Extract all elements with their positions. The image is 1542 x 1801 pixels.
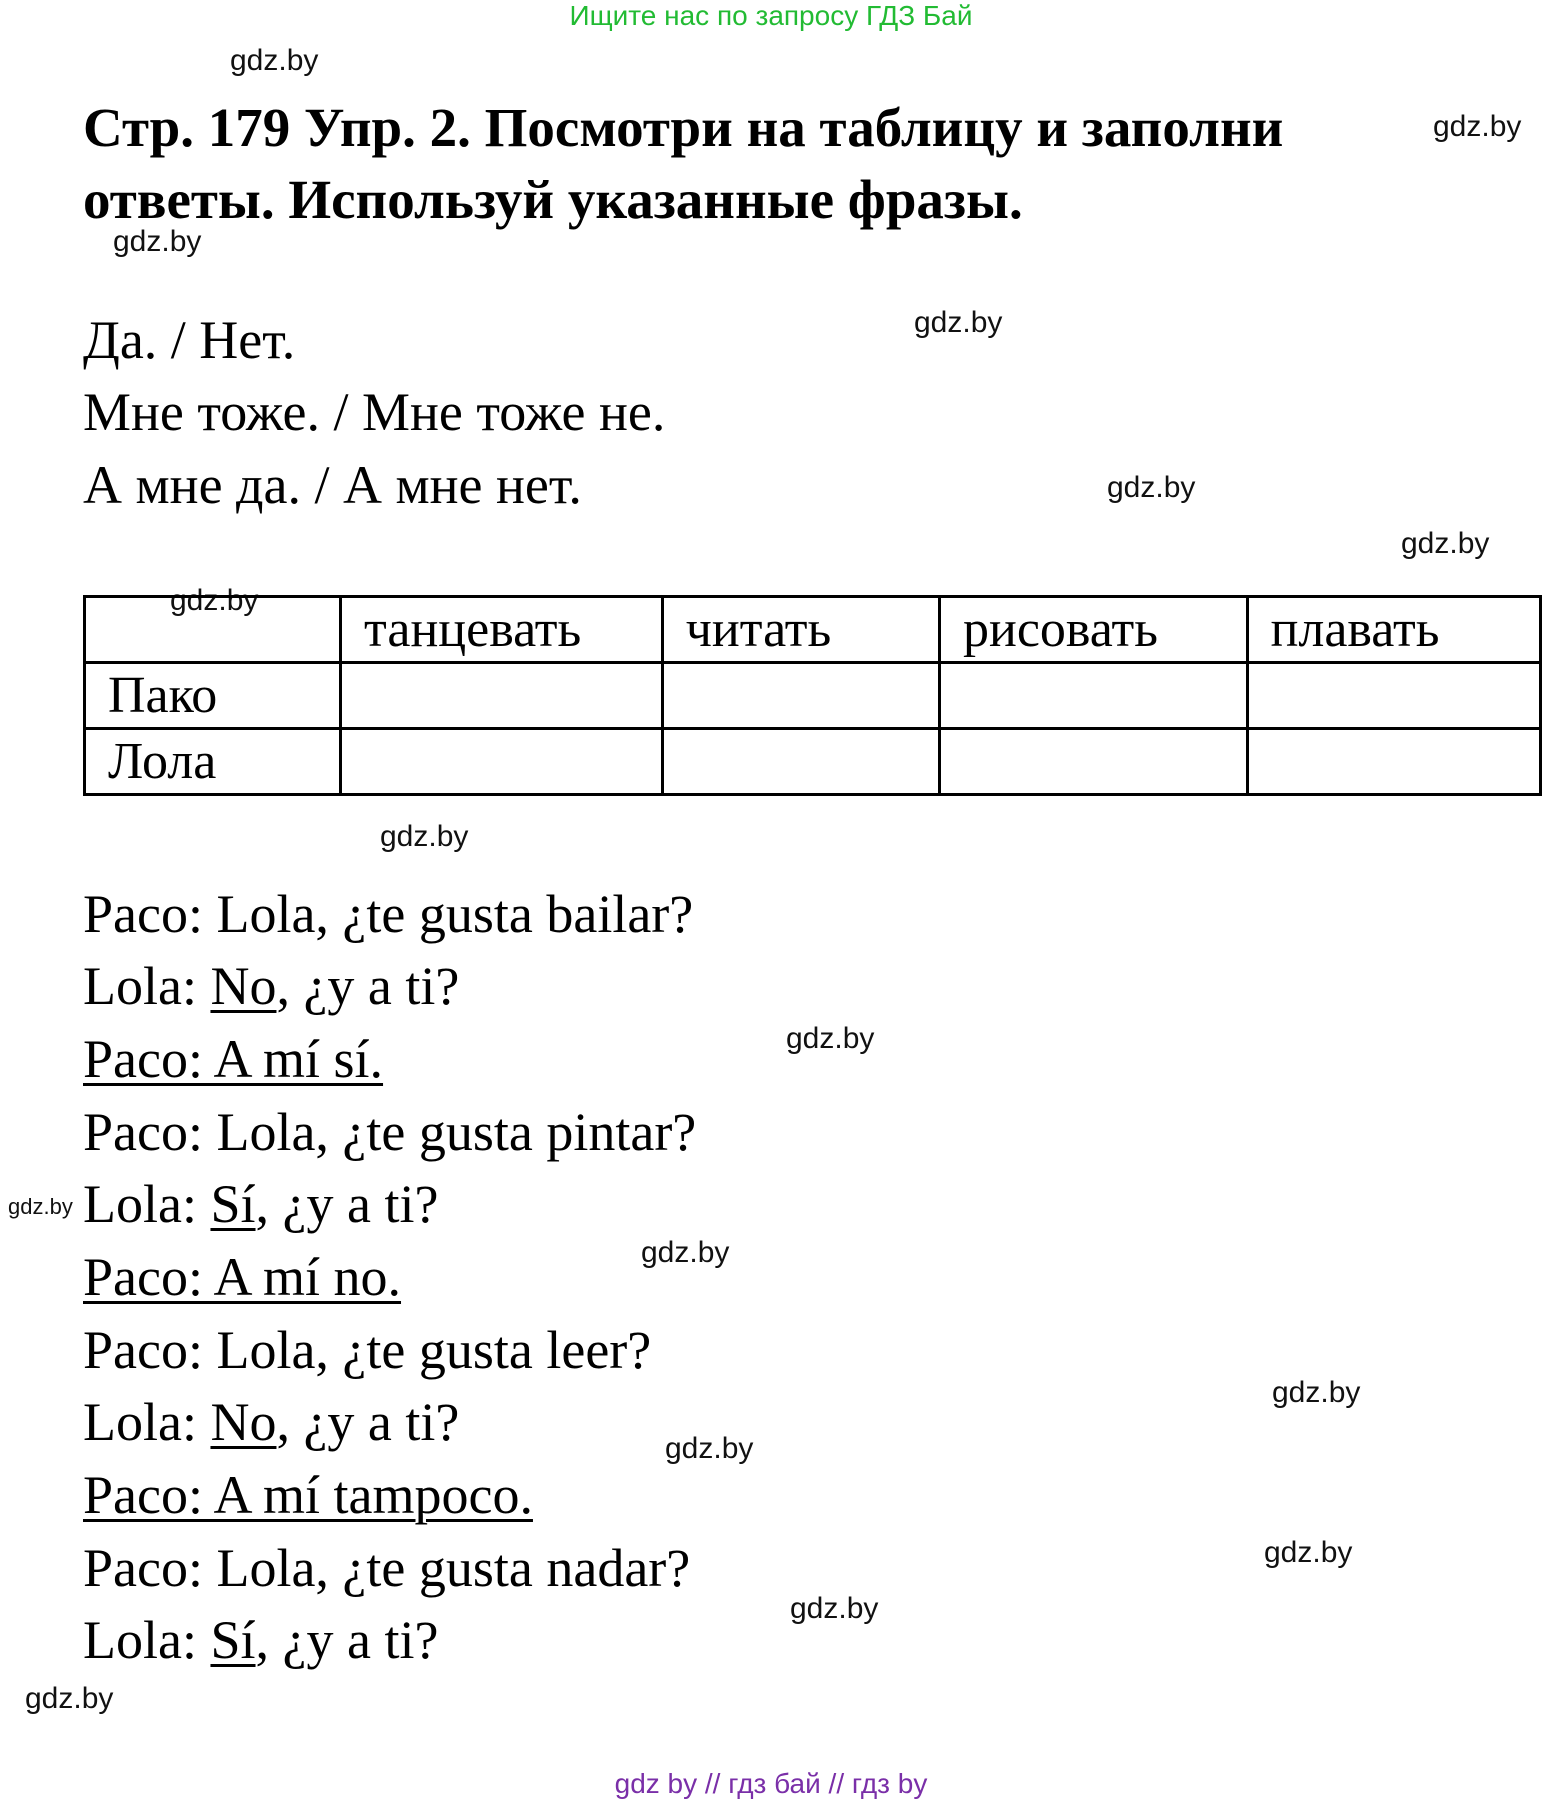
watermark: gdz.by bbox=[1272, 1376, 1361, 1409]
dialogue-line bbox=[83, 1172, 438, 1236]
dialogue-line bbox=[83, 954, 459, 1018]
table-cell bbox=[662, 663, 939, 729]
table-cell bbox=[662, 729, 939, 795]
dialogue-line-answer: Paco: A mí no. bbox=[83, 1247, 402, 1307]
watermark: gdz.by bbox=[786, 1022, 875, 1055]
answer: Sí bbox=[210, 1174, 256, 1234]
answer: Sí bbox=[210, 1610, 256, 1670]
phrase-line: А мне да. / А мне нет. bbox=[83, 455, 582, 515]
watermark: gdz.by bbox=[170, 584, 259, 617]
watermark: gdz.by bbox=[230, 44, 319, 77]
watermark: gdz.by bbox=[113, 225, 202, 258]
dialogue-line-answer: Paco: A mí tampoco. bbox=[83, 1465, 533, 1525]
answer: No bbox=[210, 1392, 277, 1452]
dialogue-line: Paco: Lola, ¿te gusta nadar? bbox=[83, 1538, 691, 1598]
table-cell bbox=[1247, 663, 1540, 729]
question: , ¿y a ti? bbox=[255, 1610, 439, 1670]
top-banner: Ищите нас по запросу ГДЗ Бай bbox=[569, 0, 973, 31]
table-cell bbox=[1247, 729, 1540, 795]
table-cell bbox=[940, 729, 1248, 795]
question: , ¿y a ti? bbox=[276, 956, 460, 1016]
speaker: Lola: bbox=[83, 1610, 211, 1670]
question: , ¿y a ti? bbox=[276, 1392, 460, 1452]
phrase-line: Да. / Нет. bbox=[83, 310, 296, 370]
table-header-read: читать bbox=[662, 597, 939, 663]
table-row-name: Лола bbox=[85, 729, 341, 795]
speaker: Lola: bbox=[83, 956, 211, 1016]
exercise-title: Стр. 179 Упр. 2. Посмотри на таблицу и заполни ответы. Используй указанные фразы. bbox=[83, 97, 1284, 230]
question: , ¿y a ti? bbox=[255, 1174, 439, 1234]
watermark: gdz.by bbox=[380, 820, 469, 853]
table-header-swim: плавать bbox=[1247, 597, 1540, 663]
dialogue-line bbox=[83, 1390, 459, 1454]
table-header-draw: рисовать bbox=[940, 597, 1248, 663]
speaker: Lola: bbox=[83, 1174, 211, 1234]
table-header-dance: танцевать bbox=[341, 597, 663, 663]
table-header-row bbox=[85, 597, 1541, 663]
watermark: gdz.by bbox=[1107, 471, 1196, 504]
speaker: Lola: bbox=[83, 1392, 211, 1452]
answer: No bbox=[210, 956, 277, 1016]
watermark: gdz.by bbox=[8, 1194, 73, 1219]
watermark: gdz.by bbox=[1401, 527, 1490, 560]
table-header-empty bbox=[85, 597, 341, 663]
table-cell bbox=[341, 663, 663, 729]
phrase-line: Мне тоже. / Мне тоже не. bbox=[83, 382, 666, 442]
watermark: gdz.by bbox=[25, 1682, 114, 1715]
watermark: gdz.by bbox=[665, 1432, 754, 1465]
footer-links: gdz by // гдз бай // гдз by bbox=[614, 1768, 928, 1799]
watermark: gdz.by bbox=[1264, 1536, 1353, 1569]
dialogue-line-answer: Paco: A mí sí. bbox=[83, 1029, 384, 1089]
watermark: gdz.by bbox=[641, 1236, 730, 1269]
watermark: gdz.by bbox=[914, 306, 1003, 339]
table-row bbox=[85, 729, 1541, 795]
table-cell bbox=[940, 663, 1248, 729]
watermark: gdz.by bbox=[790, 1592, 879, 1625]
dialogue-line: Paco: Lola, ¿te gusta bailar? bbox=[83, 884, 694, 944]
preferences-table bbox=[83, 595, 1542, 796]
watermark: gdz.by bbox=[1433, 110, 1522, 143]
table-cell bbox=[341, 729, 663, 795]
table-row-name: Пако bbox=[85, 663, 341, 729]
dialogue-line bbox=[83, 1608, 438, 1672]
table-row bbox=[85, 663, 1541, 729]
dialogue-line: Paco: Lola, ¿te gusta pintar? bbox=[83, 1102, 697, 1162]
dialogue-line: Paco: Lola, ¿te gusta leer? bbox=[83, 1320, 652, 1380]
